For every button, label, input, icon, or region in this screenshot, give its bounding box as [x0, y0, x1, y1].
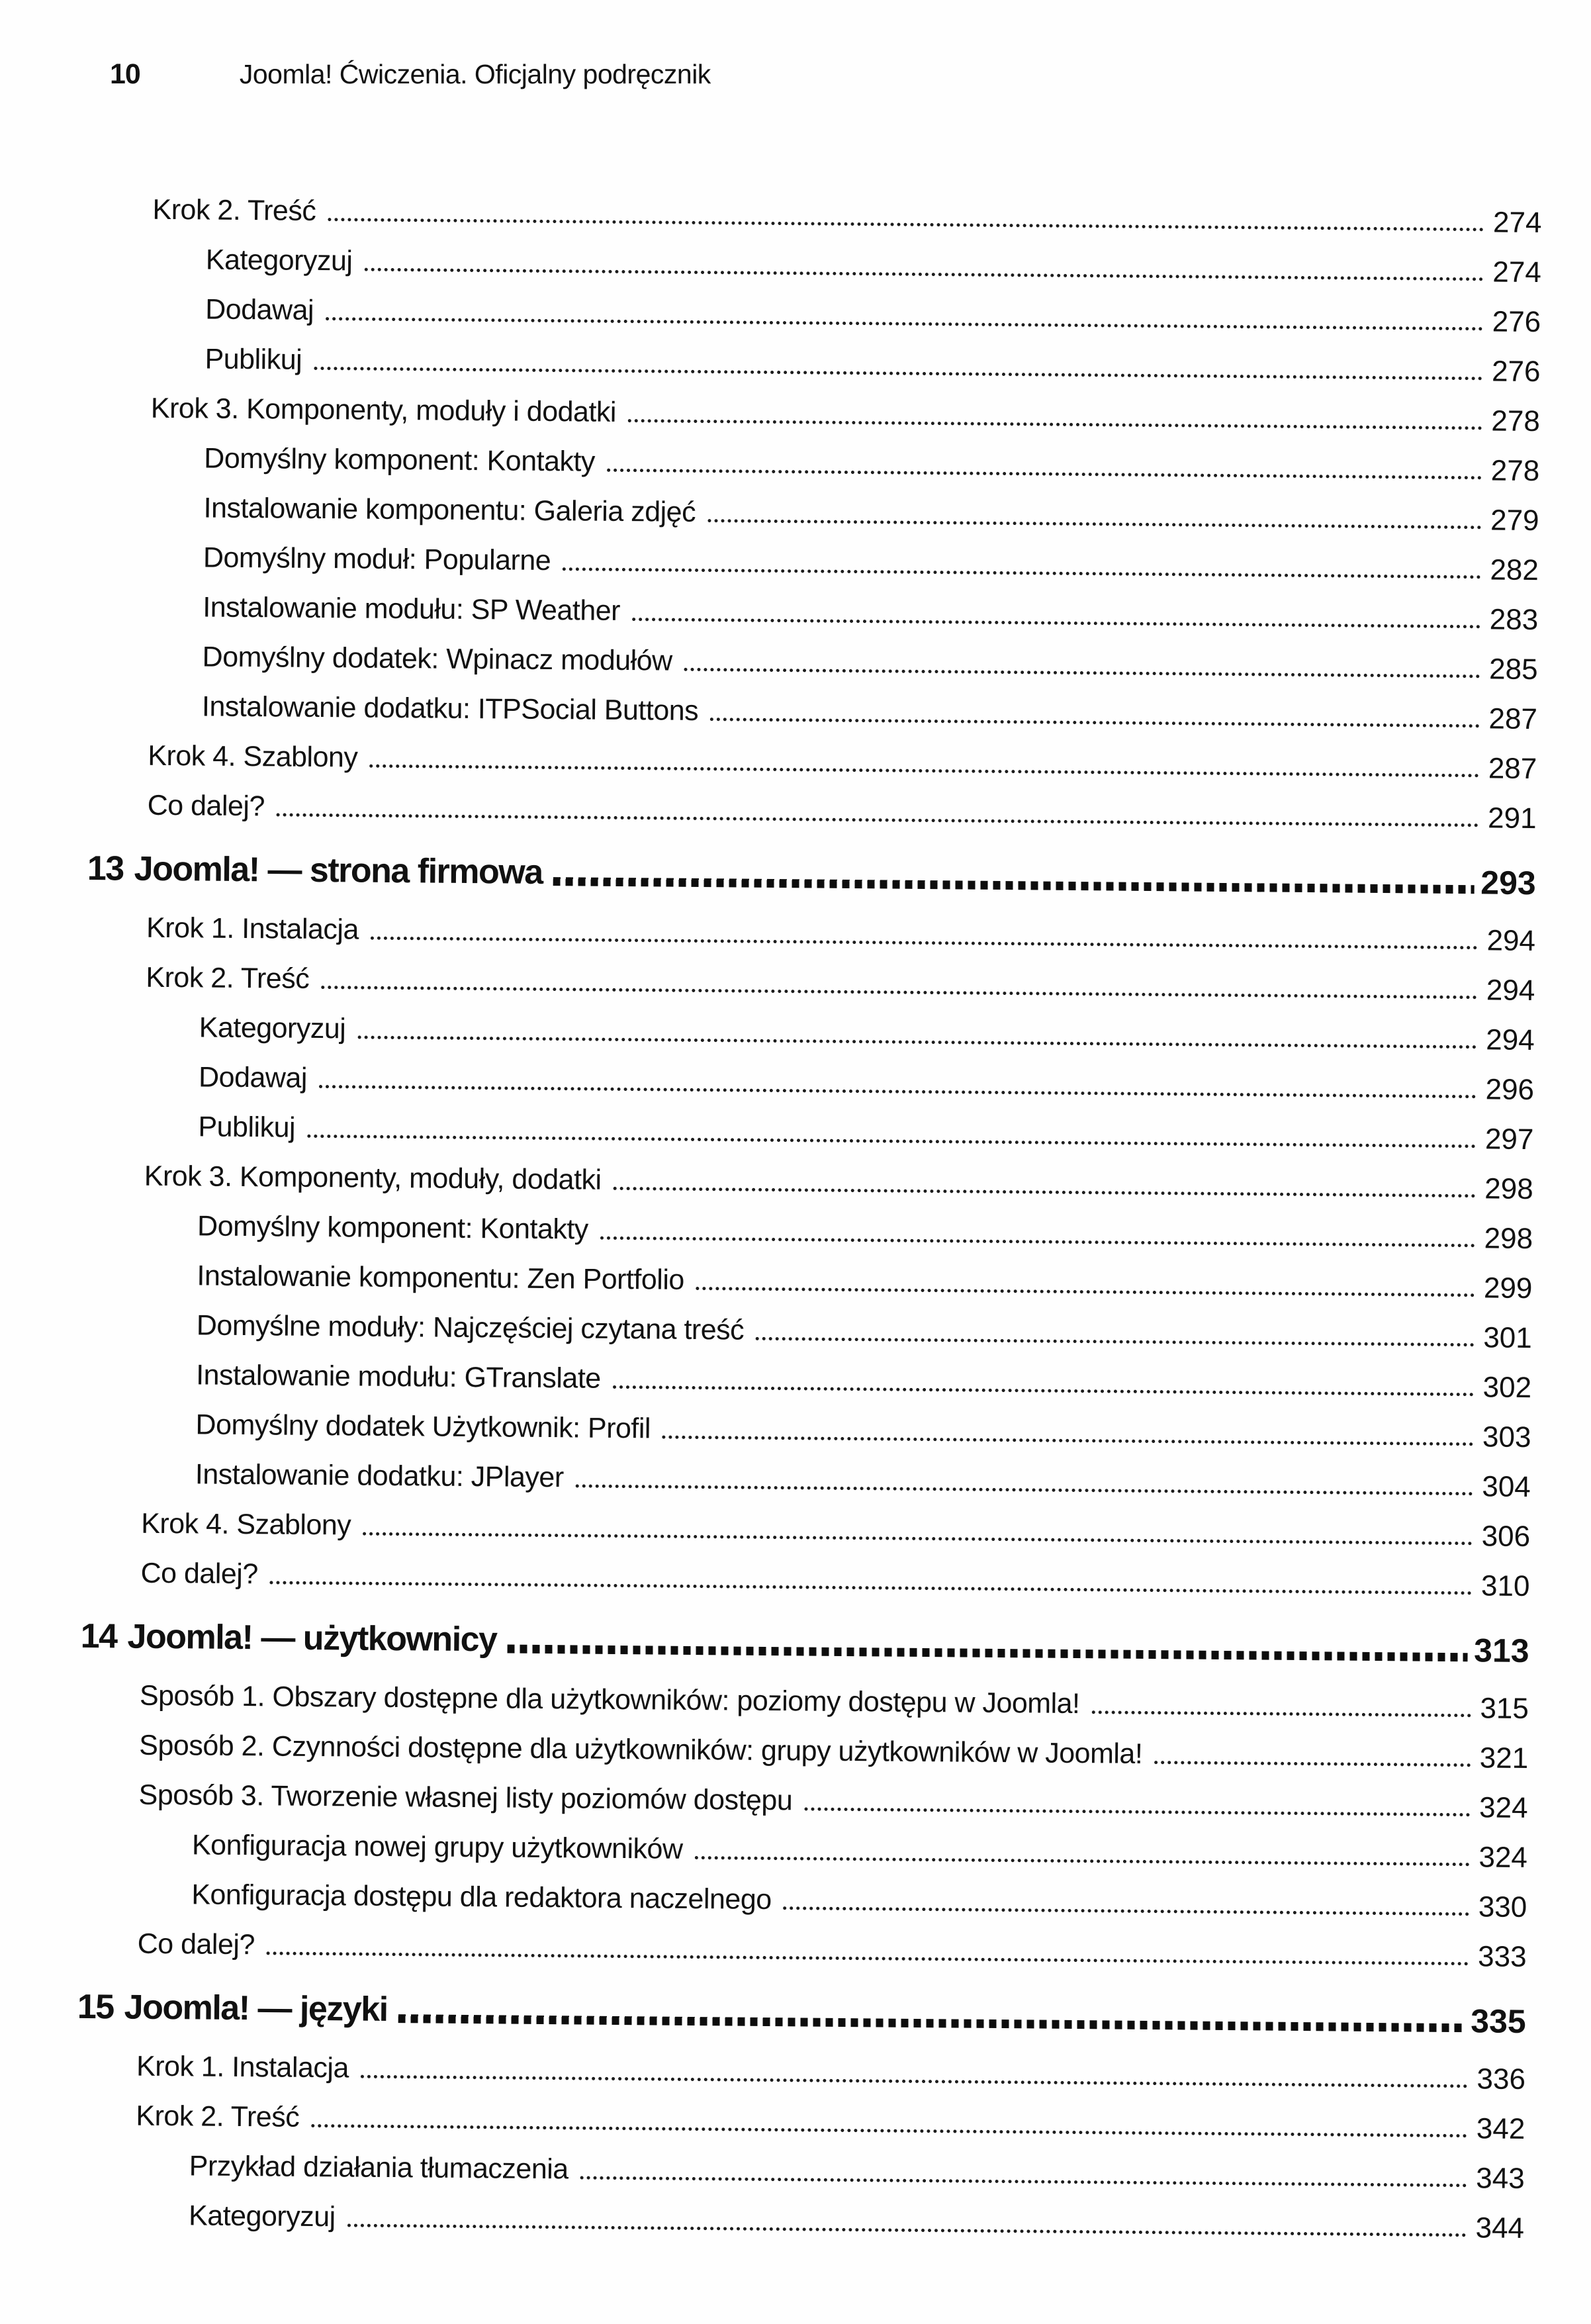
dot-leader [600, 1236, 1475, 1248]
dot-leader [662, 1436, 1473, 1446]
entry-page-number: 278 [1491, 404, 1541, 438]
entry-label: Przykład działania tłumaczenia [189, 2150, 568, 2186]
entry-page-number: 283 [1489, 603, 1539, 637]
dot-leader [553, 877, 1475, 894]
toc-chapter-row [87, 837, 1537, 900]
entry-page-number: 294 [1486, 1023, 1535, 1057]
dot-leader [613, 1187, 1475, 1197]
dot-leader [707, 519, 1481, 529]
entry-page-number: 296 [1485, 1073, 1535, 1107]
entry-label: Sposób 2. Czynności dostępne dla użytkowników: grupy użytkowników w Joomla! [139, 1730, 1143, 1771]
dot-leader [563, 567, 1480, 579]
entry-label: Dodawaj [198, 1061, 308, 1095]
entry-label: Sposób 1. Obszary dostępne dla użytkowników: poziomy dostępu w Joomla! [139, 1680, 1080, 1720]
toc-chapter-row [80, 1605, 1529, 1670]
entry-page-number: 298 [1484, 1172, 1533, 1206]
dot-leader [804, 1807, 1470, 1816]
toc-section [77, 1605, 1529, 1972]
dot-leader [784, 1906, 1469, 1916]
entry-page-number: 282 [1490, 553, 1539, 587]
dot-leader [270, 1581, 1472, 1595]
chapter-page-number: 313 [1473, 1632, 1529, 1670]
entry-label: Instalowanie dodatku: JPlayer [195, 1458, 564, 1494]
running-title: Joomla! Ćwiczenia. Oficjalny podręcznik [239, 59, 711, 89]
entry-page-number: 342 [1476, 2112, 1525, 2145]
entry-page-number: 315 [1480, 1692, 1529, 1726]
chapter-number: 13 [87, 849, 124, 888]
entry-page-number: 285 [1488, 653, 1538, 686]
entry-page-number: 324 [1478, 1791, 1528, 1825]
entry-label: Domyślny dodatek Użytkownik: Profil [195, 1409, 651, 1445]
chapter-title: Joomla! — strona firmowa [134, 849, 543, 892]
entry-label: Domyślny dodatek: Wpinacz modułów [202, 641, 672, 678]
entry-label: Krok 4. Szablony [141, 1508, 351, 1542]
entry-page-number: 330 [1478, 1890, 1527, 1924]
chapter-number: 15 [77, 1987, 114, 2027]
toc [75, 175, 1542, 2243]
entry-label: Instalowanie modułu: SP Weather [203, 591, 621, 627]
entry-page-number: 287 [1488, 702, 1538, 736]
chapter-label [80, 1618, 496, 1659]
entry-page-number: 302 [1482, 1371, 1532, 1405]
entry-label: Domyślny komponent: Kontakty [204, 442, 596, 479]
entry-label: Krok 2. Treść [146, 962, 310, 996]
entry-label: Publikuj [205, 343, 302, 377]
entry-page-number: 274 [1492, 256, 1542, 289]
chapter-label [77, 1989, 388, 2028]
dot-leader [507, 1645, 1467, 1662]
entry-label: Domyślny komponent: Kontakty [197, 1210, 589, 1246]
entry-label: Krok 1. Instalacja [136, 2051, 349, 2084]
chapter-number: 14 [80, 1616, 117, 1656]
entry-label: Co dalej? [140, 1557, 258, 1591]
entry-label: Co dalej? [147, 790, 265, 823]
page-number: 10 [110, 58, 140, 90]
dot-leader [1154, 1761, 1471, 1767]
dot-leader [694, 1856, 1469, 1866]
dot-leader [1091, 1710, 1471, 1717]
entry-label: Konfiguracja nowej grupy użytkowników [191, 1829, 683, 1866]
entry-page-number: 291 [1487, 802, 1537, 835]
entry-page-number: 294 [1486, 974, 1535, 1007]
entry-page-number: 298 [1484, 1222, 1533, 1256]
chapter-title: Joomla! — języki [124, 1988, 388, 2029]
entry-page-number: 297 [1484, 1123, 1534, 1156]
entry-label: Instalowanie komponentu: Zen Portfolio [197, 1260, 685, 1297]
entry-label: Co dalej? [137, 1928, 255, 1961]
entry-label: Kategoryzuj [199, 1011, 346, 1045]
dot-leader [576, 1484, 1473, 1495]
entry-label: Krok 4. Szablony [148, 740, 358, 774]
entry-label: Krok 2. Treść [152, 194, 316, 228]
entry-page-number: 343 [1476, 2162, 1525, 2195]
entry-page-number: 306 [1481, 1520, 1531, 1554]
entry-page-number: 304 [1482, 1470, 1531, 1504]
entry-page-number: 333 [1477, 1940, 1527, 1973]
entry-page-number: 303 [1482, 1420, 1531, 1454]
chapter-page-number: 335 [1471, 2002, 1526, 2040]
entry-page-number: 287 [1488, 752, 1537, 786]
entry-label: Instalowanie modułu: GTranslate [195, 1359, 601, 1395]
entry-label: Instalowanie dodatku: ITPSocial Buttons [201, 690, 699, 727]
dot-leader [267, 1951, 1469, 1965]
entry-label: Kategoryzuj [188, 2200, 336, 2233]
dot-leader [710, 718, 1479, 727]
entry-page-number: 278 [1490, 454, 1540, 488]
dot-leader [607, 469, 1482, 480]
entry-label: Krok 2. Treść [136, 2100, 300, 2134]
chapter-page-number: 293 [1480, 864, 1536, 902]
entry-label: Krok 1. Instalacja [146, 912, 359, 946]
toc-chapter-row [77, 1976, 1527, 2038]
entry-label: Domyślny moduł: Popularne [203, 541, 551, 577]
entry-page-number: 301 [1483, 1321, 1532, 1355]
dot-leader [696, 1287, 1475, 1297]
dot-leader [628, 419, 1482, 430]
entry-page-number: 321 [1479, 1742, 1529, 1775]
dot-leader [632, 618, 1480, 628]
entry-label: Publikuj [198, 1111, 296, 1144]
entry-page-number: 276 [1491, 355, 1541, 389]
entry-label: Domyślne moduły: Najczęściej czytana treść [196, 1309, 745, 1347]
entry-label: Konfiguracja dostępu dla redaktora naczelnego [191, 1879, 772, 1916]
dot-leader [580, 2176, 1467, 2188]
entry-label: Dodawaj [205, 293, 314, 327]
toc-section [81, 837, 1536, 1601]
entry-page-number: 310 [1480, 1569, 1530, 1603]
entry-label: Instalowanie komponentu: Galeria zdjęć [203, 492, 696, 529]
toc-section [75, 1976, 1526, 2243]
entry-page-number: 344 [1475, 2211, 1525, 2245]
entry-page-number: 299 [1483, 1272, 1533, 1305]
dot-leader [756, 1337, 1474, 1346]
page-header [110, 58, 1542, 90]
dot-leader [684, 668, 1480, 678]
entry-page-number: 336 [1477, 2063, 1526, 2096]
entry-page-number: 294 [1486, 924, 1536, 958]
entry-label: Sposób 3. Tworzenie własnej listy poziomów dostępu [138, 1779, 793, 1817]
chapter-label [87, 851, 543, 891]
entry-label: Krok 3. Komponenty, moduły i dodatki [150, 393, 617, 429]
entry-page-number: 324 [1478, 1841, 1528, 1875]
dot-leader [398, 2014, 1464, 2032]
entry-page-number: 274 [1492, 206, 1542, 240]
chapter-title: Joomla! — użytkownicy [127, 1617, 497, 1659]
toc-section [87, 175, 1541, 833]
dot-leader [347, 2223, 1467, 2237]
entry-label: Krok 3. Komponenty, moduły, dodatki [144, 1160, 602, 1197]
dot-leader [277, 813, 1478, 827]
entry-label: Kategoryzuj [205, 244, 353, 277]
entry-page-number: 276 [1492, 305, 1541, 339]
entry-page-number: 279 [1490, 504, 1539, 537]
dot-leader [613, 1385, 1474, 1396]
